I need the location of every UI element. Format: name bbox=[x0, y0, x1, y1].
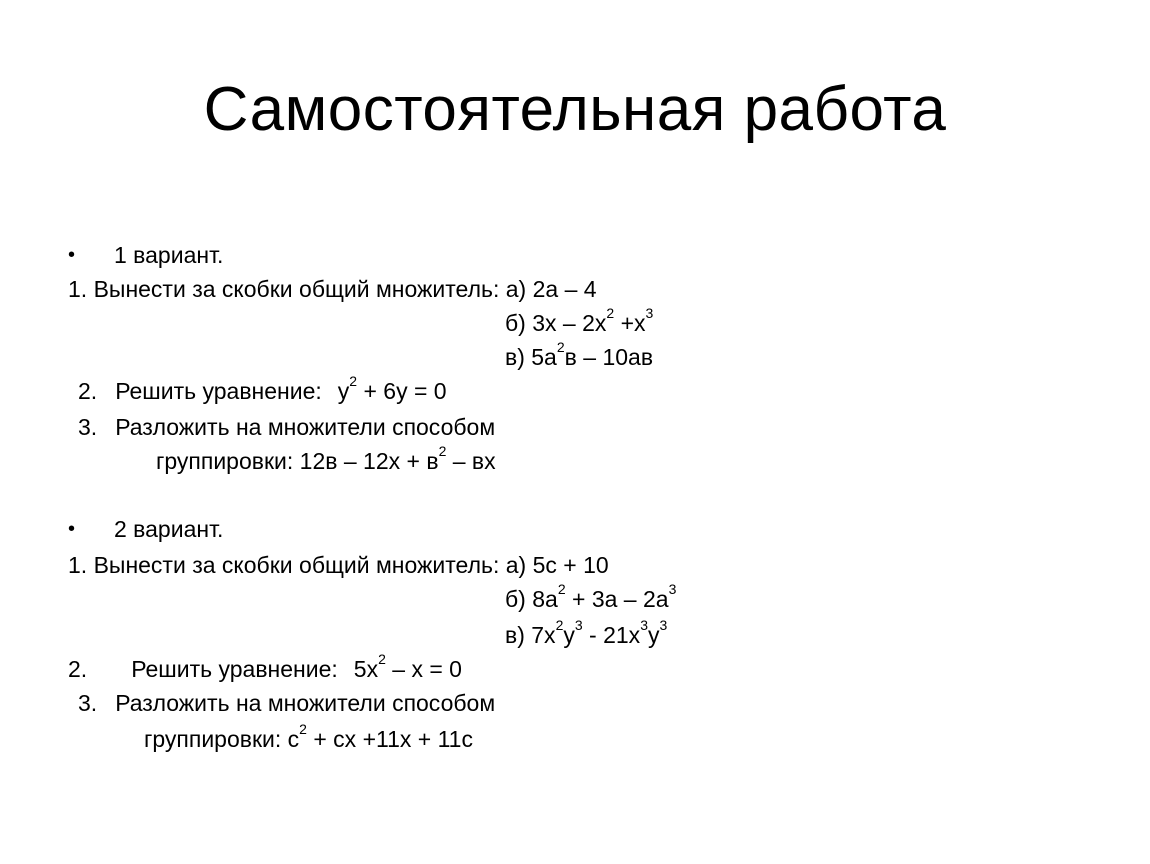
variant1-heading: 1 вариант. bbox=[114, 242, 224, 268]
variant1-task1-c: в) $5а^2в - 10ав$ bbox=[505, 339, 654, 370]
slide-title: Самостоятельная работа bbox=[203, 75, 947, 144]
variant1-task2: 2. Решить уравнение: $у^2 + 6у = 0$ bbox=[78, 373, 447, 404]
variant1-task3: 3. Разложить на множители способом bbox=[78, 414, 496, 440]
variant2-task1-c: в) $7х^2у^3 - 21х^3у^3$ bbox=[505, 617, 668, 648]
variant2-task3-line2: группировки: $с^2$ + сх +11х + 11с bbox=[144, 721, 473, 752]
variant2-task2: 2. Решить уравнение: $5х^2 - х = 0$ bbox=[68, 651, 462, 682]
bullet-icon: • bbox=[68, 518, 76, 540]
variant1-task1-b: б) $3х - 2х^2 +х^3$ bbox=[505, 305, 654, 336]
variant2-task1-b: б) $8а^2 + 3а - 2а^3$ bbox=[505, 581, 677, 612]
variant1-task3-line2: группировки: $12в - 12х + в^2$ – вх bbox=[156, 443, 496, 474]
variant1-task1: 1. Вынести за скобки общий множитель: а) 2а – 4 bbox=[68, 276, 597, 302]
variant2-task1: 1. Вынести за скобки общий множитель: а) 5с + 10 bbox=[68, 552, 609, 578]
variant2-task3: 3. Разложить на множители способом bbox=[78, 690, 496, 716]
variant2-heading: 2 вариант. bbox=[114, 516, 224, 542]
bullet-icon: • bbox=[68, 244, 76, 266]
